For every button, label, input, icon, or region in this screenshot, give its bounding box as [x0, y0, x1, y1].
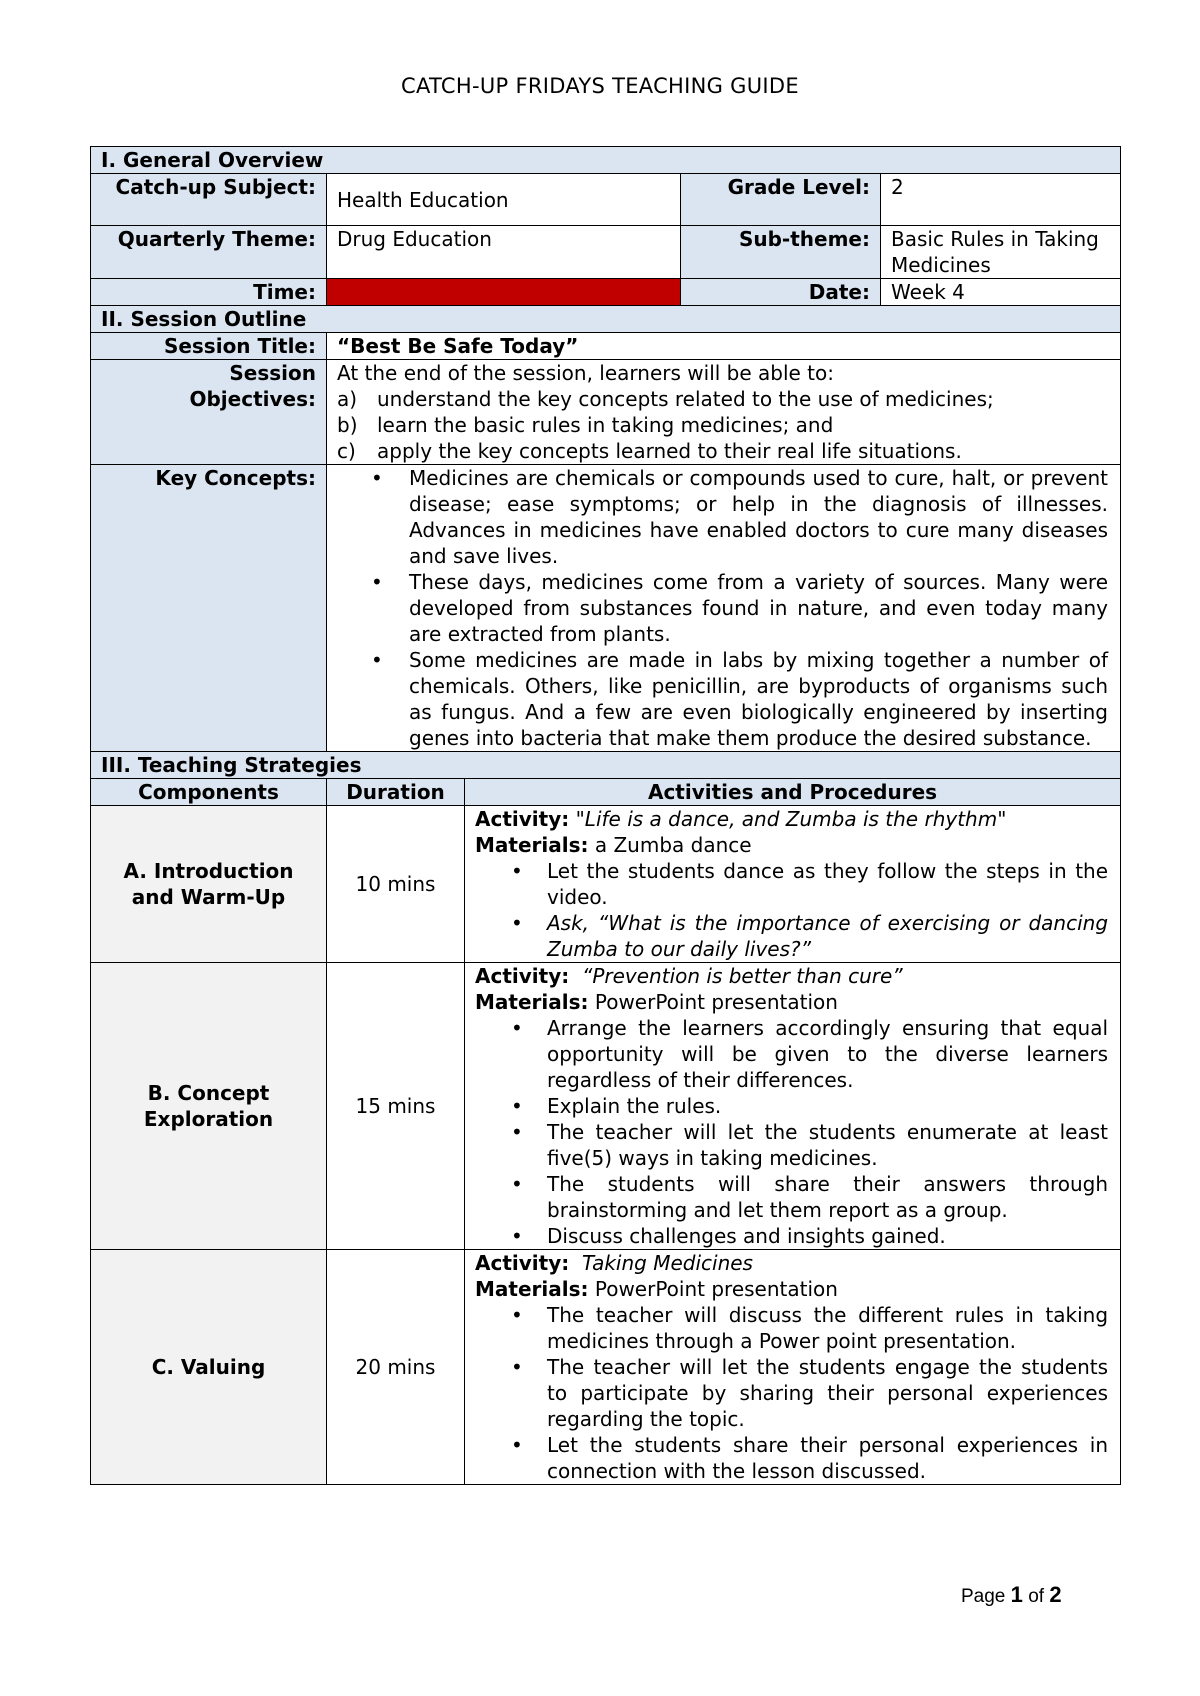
duration-introduction: 10 mins: [327, 806, 465, 963]
component-valuing: C. Valuing: [91, 1250, 327, 1485]
activity-label: Activity:: [475, 1251, 570, 1275]
teaching-guide-table: [90, 146, 1121, 1485]
procedure-step: • The students will share their answers through brainstorming and let them report as a group.: [547, 1171, 1108, 1223]
activity-name: "Life is a dance, and Zumba is the rhythm": [575, 807, 1007, 831]
procedure-step: • Discuss challenges and insights gained.: [547, 1223, 1108, 1249]
grade-value: 2: [881, 174, 1121, 226]
activities-concept-exploration: [465, 963, 1121, 1250]
column-header-components: Components: [91, 779, 327, 806]
materials-value: PowerPoint presentation: [594, 990, 838, 1014]
quarterly-theme-value: Drug Education: [327, 226, 681, 279]
objective-marker: c): [337, 439, 356, 463]
procedure-step: • Ask, “What is the importance of exercising or dancing Zumba to our daily lives?”: [547, 910, 1108, 962]
component-concept-exploration: B. Concept Exploration: [91, 963, 327, 1250]
subject-label: Catch-up Subject:: [91, 174, 327, 226]
time-value-cell: [327, 279, 681, 306]
materials-value: PowerPoint presentation: [594, 1277, 838, 1301]
objective-item: [337, 412, 1110, 438]
page-word: Page: [961, 1586, 1006, 1607]
duration-valuing: 20 mins: [327, 1250, 465, 1485]
procedure-list: [475, 1302, 1108, 1484]
materials-label: Materials:: [475, 833, 589, 857]
section-teaching-strategies: III. Teaching Strategies: [91, 752, 1121, 779]
procedure-list: [475, 1015, 1108, 1249]
objective-item: [337, 438, 1110, 464]
objective-text: apply the key concepts learned to their real life situations.: [377, 439, 962, 463]
time-label: Time:: [91, 279, 327, 306]
key-concept-item: • Medicines are chemicals or compounds used to cure, halt, or prevent disease; ease symptoms; or help in the diagnosis of illnesses. Advances in medicines have enabled doctors to cure many diseases and save lives.: [409, 465, 1108, 569]
key-concept-item: • These days, medicines come from a variety of sources. Many were developed from substances found in nature, and even today many are extracted from plants.: [409, 569, 1108, 647]
page-total: 2: [1049, 1582, 1062, 1607]
date-value: Week 4: [881, 279, 1121, 306]
key-concepts-list: [337, 465, 1108, 751]
activity-label: Activity:: [475, 807, 570, 831]
objectives-list: [337, 386, 1110, 464]
procedure-step: • Let the students share their personal experiences in connection with the lesson discussed.: [547, 1432, 1108, 1484]
grade-label: Grade Level:: [681, 174, 881, 226]
document-title: CATCH-UP FRIDAYS TEACHING GUIDE: [401, 74, 799, 98]
procedure-step: • The teacher will let the students enumerate at least five(5) ways in taking medicines.: [547, 1119, 1108, 1171]
activities-valuing: [465, 1250, 1121, 1485]
session-objectives-label: Session Objectives:: [91, 360, 327, 465]
duration-concept-exploration: 15 mins: [327, 963, 465, 1250]
session-title-value: “Best Be Safe Today”: [327, 333, 1121, 360]
subtheme-label: Sub-theme:: [681, 226, 881, 279]
objective-text: learn the basic rules in taking medicines; and: [377, 413, 834, 437]
section-general-overview: I. General Overview: [91, 147, 1121, 174]
procedure-step: • The teacher will let the students engage the students to participate by sharing their personal experiences regarding the topic.: [547, 1354, 1108, 1432]
session-title-label: Session Title:: [91, 333, 327, 360]
objective-marker: b): [337, 413, 358, 437]
page-of-word: of: [1028, 1586, 1045, 1607]
procedure-step: • The teacher will discuss the different rules in taking medicines through a Power point presentation.: [547, 1302, 1108, 1354]
quarterly-theme-label: Quarterly Theme:: [91, 226, 327, 279]
column-header-activities: Activities and Procedures: [465, 779, 1121, 806]
key-concepts-label: Key Concepts:: [91, 465, 327, 752]
key-concept-item: • Some medicines are made in labs by mixing together a number of chemicals. Others, like penicillin, are byproducts of organisms such as fungus. And a few are even biologically engineered by inserting genes into bacteria that make them produce the desired substance.: [409, 647, 1108, 751]
materials-label: Materials:: [475, 990, 589, 1014]
column-header-duration: Duration: [327, 779, 465, 806]
materials-value: a Zumba dance: [594, 833, 752, 857]
objectives-intro: At the end of the session, learners will be able to:: [337, 361, 835, 385]
procedure-step: • Explain the rules.: [547, 1093, 1108, 1119]
date-label: Date:: [681, 279, 881, 306]
page-number: [961, 1582, 1062, 1608]
procedure-list: [475, 858, 1108, 962]
session-objectives: [327, 360, 1121, 465]
procedure-step: • Let the students dance as they follow the steps in the video.: [547, 858, 1108, 910]
objective-text: understand the key concepts related to the use of medicines;: [377, 387, 994, 411]
activity-name: Taking Medicines: [581, 1251, 753, 1275]
section-session-outline: II. Session Outline: [91, 306, 1121, 333]
objective-marker: a): [337, 387, 358, 411]
objective-item: [337, 386, 1110, 412]
subject-value: Health Education: [327, 174, 681, 226]
materials-label: Materials:: [475, 1277, 589, 1301]
activity-label: Activity:: [475, 964, 570, 988]
procedure-step: • Arrange the learners accordingly ensuring that equal opportunity will be given to the diverse learners regardless of their differences.: [547, 1015, 1108, 1093]
activities-introduction: [465, 806, 1121, 963]
component-introduction: A. Introduction and Warm-Up: [91, 806, 327, 963]
subtheme-value: Basic Rules in Taking Medicines: [881, 226, 1121, 279]
key-concepts: [327, 465, 1121, 752]
activity-name: “Prevention is better than cure”: [581, 964, 903, 988]
page-current: 1: [1010, 1582, 1023, 1607]
